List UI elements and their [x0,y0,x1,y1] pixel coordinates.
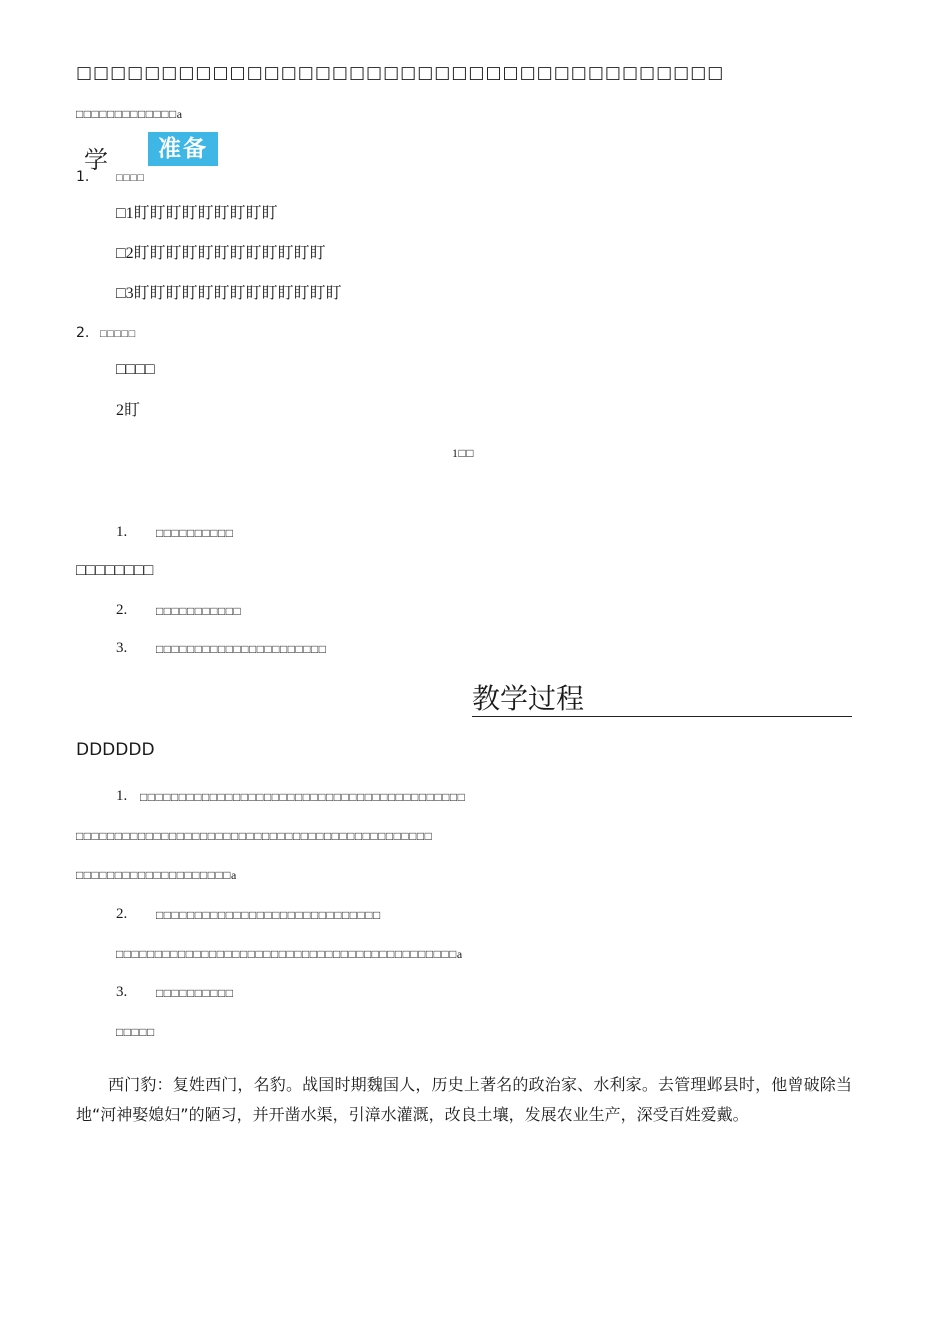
badge-char: 学 [84,146,108,174]
list-a-item-1-text: □□□□□□□□□□ [156,526,234,540]
list-a-item-1-number: 1. [116,524,128,540]
process-item-1-cont-2: □□□□□□□□□□□□□□□□□□□□a [76,868,237,882]
header-line-2: □□□□□□□□□□□□□a [76,107,183,121]
prep-item-2-number: 2. [76,325,90,341]
process-item-3-number: 3. [116,984,128,1000]
prep-item-1-text: □□□□ [116,172,145,184]
prep-subitem-4: □□□□ [116,361,155,378]
list-a-item-3-number: 3. [116,640,128,656]
prep-subitem-5: 2盯 [116,402,141,419]
header-line-1: □□□□□□□□□□□□□□□□□□□□□□□□□□□□□□□□□□□□□□ [76,63,725,83]
list-a-item-2-number: 2. [116,602,128,618]
process-item-1-text: □□□□□□□□□□□□□□□□□□□□□□□□□□□□□□□□□□□□□□□□□□ [140,790,466,804]
process-heading: 教学过程 [472,682,852,717]
list-a-item-3-text: □□□□□□□□□□□□□□□□□□□□□□ [156,642,327,656]
ximen-bao-paragraph: 西门豹：复姓西门，名豹。战国时期魏国人，历史上著名的政治家、水利家。去管理邺县时，他曾破除当地“河神娶媳妇”的陋习，并开凿水渠，引漳水灌溉，改良土壤，发展农业生产，深受百姓爱戴。 [76,1075,852,1124]
process-item-1-cont-1: □□□□□□□□□□□□□□□□□□□□□□□□□□□□□□□□□□□□□□□□□□□□□□ [76,829,433,843]
prep-subitem-3: □3盯盯盯盯盯盯盯盯盯盯盯盯盯 [116,285,342,302]
list-a-item-2-text: □□□□□□□□□□□ [156,604,242,618]
prep-item-1-number: 1. [76,169,90,185]
process-subheading: DDDDDD [76,740,155,760]
process-item-2-text: □□□□□□□□□□□□□□□□□□□□□□□□□□□□□ [156,908,381,922]
prep-subitem-2: □2盯盯盯盯盯盯盯盯盯盯盯盯 [116,245,326,262]
process-item-3-text: □□□□□□□□□□ [156,986,234,1000]
process-item-1-number: 1. [116,788,128,804]
process-item-2-number: 2. [116,906,128,922]
process-item-2-cont: □□□□□□□□□□□□□□□□□□□□□□□□□□□□□□□□□□□□□□□□□□□□a [116,947,463,961]
process-item-3-cont: □□□□□ [116,1025,155,1039]
badge-label: 准备 [148,132,218,166]
prep-center-label: 1□□ [452,446,474,460]
prep-item-2-text: □□□□□ [100,328,136,340]
list-a-continuation: □□□□□□□□ [76,562,154,579]
prep-subitem-1: □1盯盯盯盯盯盯盯盯盯 [116,205,278,222]
